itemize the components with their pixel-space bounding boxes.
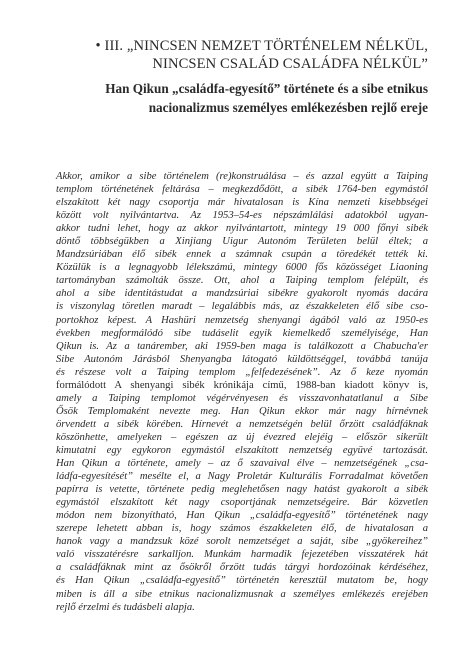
body-line: miben is áll a sibe etnikus nacionalizmusnak a személyes emlékezés erejében: [56, 588, 428, 600]
body-line: kimutatni egy egykoron egymástól elszakított nemzetség együvé tartozását.: [56, 444, 428, 456]
body-line: hanok vagy a mandzsuk közé sorolt nemzetséget a saját, sibe „gyökereihez”: [56, 536, 428, 548]
body-line: elszakított két nagy csoportja már hivatalosan is Kína nemzeti kisebbségei: [56, 197, 428, 209]
body-line: Ősök Templomaként nevezte meg. Han Qikun ekkor már nagy hírnévnek: [56, 405, 428, 417]
body-line: amely a Taiping templomot végérvényesen és visszavonhatatlanul a Sibe: [56, 392, 428, 404]
body-line: Sibe Autonóm Járásból Shenyangba látogató küldöttséggel, továbbá tanúja: [56, 353, 428, 365]
body-line: egymástól elszakított két nagy csoportjának nemzetségeire. Bár közvetlen: [56, 497, 428, 509]
body-line: ládfa-egyesítését” mesélte el, a Nagy Proletár Kulturális Forradalmat követően: [56, 471, 428, 483]
body-line: papírra is vetette, története pedig meglehetősen nagy hatást gyakorolt a sibék: [56, 484, 428, 496]
body-line: köszönhette, amelyeken – egészen az új évezred elejéig – először sikerült: [56, 431, 428, 443]
body-line: örvendett a sibék körében. Hírnevét a nemzetségén belül őrzött családfáknak: [56, 418, 428, 430]
chapter-title-line: NINCSEN CSALÁD CSALÁDFA NÉLKÜL”: [152, 55, 428, 72]
body-line: Akkor, amikor a sibe történelem (re)konstruálása – és azzal együtt a Taiping: [56, 171, 428, 182]
body-line: templom történetének feltárása – megkezdődött, a sibék 1764-ben egymástól: [56, 184, 428, 196]
body-line: Közülük is a legnagyobb lélekszámú, mintegy 6000 fős közösséget Liaoning: [56, 262, 428, 274]
body-line: való visszatérésre sarkalljon. Munkám harmadik fejezetében visszatérek hát: [56, 549, 428, 561]
body-line: években megformálódó sibe tudáselit egyik kiemelkedő személyisége, Han: [56, 327, 428, 339]
chapter-subtitle: [50, 80, 428, 117]
body-line: szerepe lehetett abban is, hogy számos északkeleten élő, de hivatalosan a: [56, 523, 428, 535]
body-line: Mandzsúriában élő sibék ennek a számnak csupán a töredékét tették ki.: [56, 249, 428, 261]
body-line: akkor tudni lehet, hogy az akkor nyilvántartott, mintegy 19 000 főnyi sibék: [56, 223, 428, 235]
body-line: a családfáknak mint az ősökről őrzött tudás tárgyi hordozóinak kérdéséhez,: [56, 562, 428, 574]
body-line: ahol a sibe identitástudat a mandzsúriai sibékre gyakorolt nyomás dacára: [56, 288, 428, 300]
body-line: és Han Qikun „családfa-egyesítő” történetén keresztül mutatom be, hogy: [56, 575, 428, 587]
body-line: Han Qikun a története, amely – az ő szavaival élve – nemzetségének „csa-: [56, 458, 428, 470]
body-line: és részese volt a Taiping templom „felfedezésének”. Az ő keze nyomán: [56, 366, 428, 378]
chapter-title: [56, 38, 428, 73]
body-line: módon nem bizonyítható, Han Qikun „családfa-egyesítő” történetének nagy: [56, 510, 428, 522]
chapter-subtitle-line: Han Qikun „családfa-egyesítő” története és a sibe etnikus: [105, 81, 428, 96]
body-line: is viszonylag töretlen maradt – legalábbis más, az északkeleten élő sibe cso-: [56, 301, 428, 313]
body-line: rejlő érzelmi és tudásbeli alapja.: [56, 601, 195, 613]
chapter-subtitle-line: nacionalizmus személyes emlékezésben rejlő ereje: [148, 99, 428, 115]
body-line: döntő többségükben a Xinjiang Uigur Autonóm Területen belül éltek; a: [56, 236, 428, 248]
chapter-title-line: • III. „NINCSEN NEMZET TÖRTÉNELEM NÉLKÜL,: [95, 38, 428, 54]
body-line: között volt nyilvántartva. Az 1953–54-es népszámlálási adatokból ugyan-: [56, 210, 428, 222]
body-line: formálódott A shenyangi sibék krónikája című, 1988-ban kiadott könyv is,: [56, 379, 428, 391]
body-paragraph: [56, 170, 428, 614]
body-line: Qikun is. Az a tanárember, aki 1959-ben maga is találkozott a Chabucha'er: [56, 340, 428, 352]
body-line: tartományban számolták össze. Ott, ahol a Taiping templom felépült, és: [56, 275, 428, 287]
body-line: portokhoz képest. A Hashüri nemzetség shenyangi ágából való az 1950-es: [56, 314, 428, 326]
